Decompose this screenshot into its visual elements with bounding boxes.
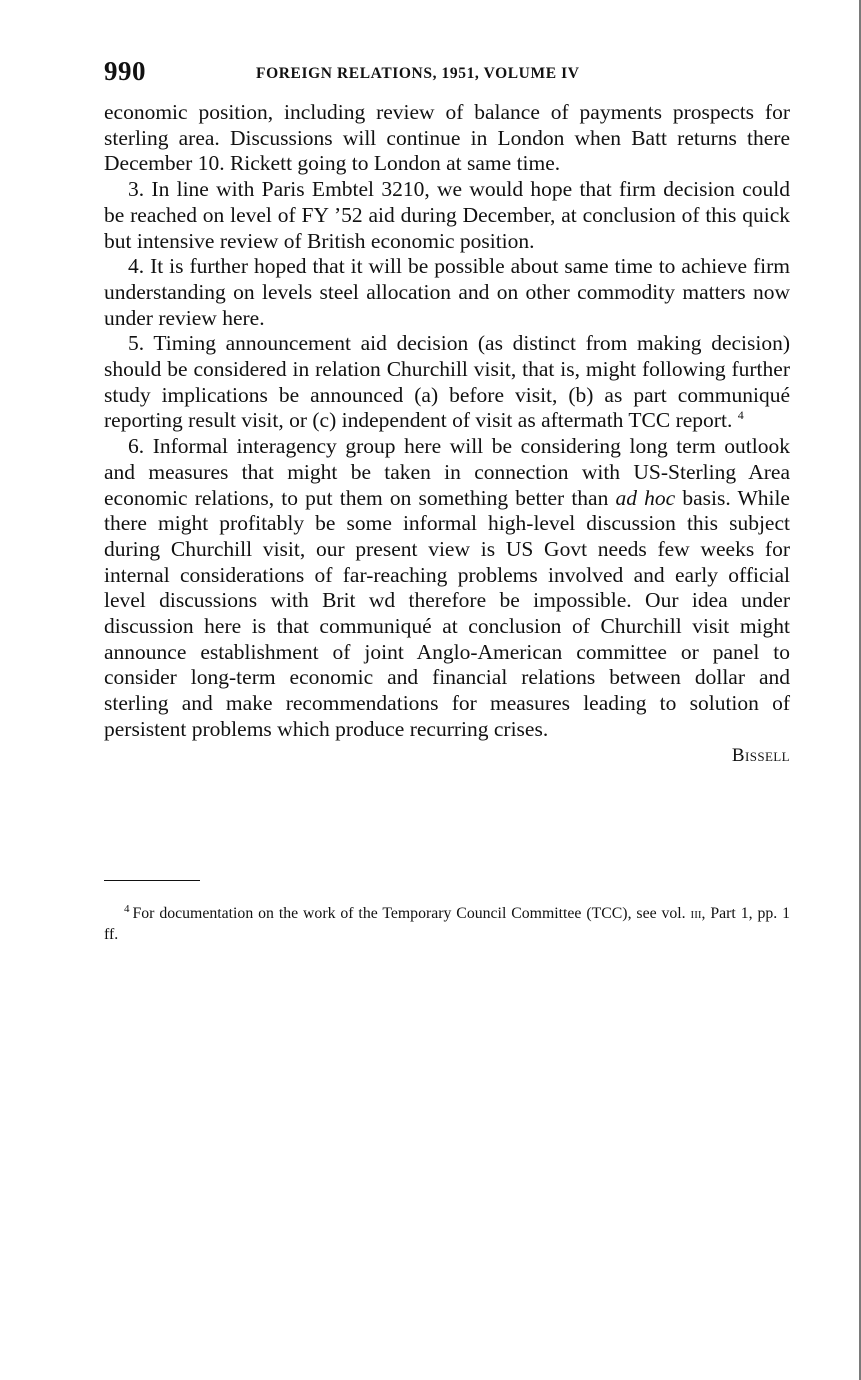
footnote-volume-numeral: iii — [690, 904, 702, 922]
paragraph-6-text-b: basis. While there might profitably be some informal high-level discussion this subject during Churchill visit, our present view is US Govt needs few weeks for internal considerations of far-reaching problems involved and early official level discussions with Brit wd therefore be impossible. Our idea under discussion here is that communiqué at conclusion of Churchill visit might announce establishment of joint Anglo-American committee or panel to consider long-term economic and financial relations between dollar and sterling and make recommendations for measures leading to solution of persistent problems which produce recurring crises. — [104, 485, 790, 741]
footnote-reference[interactable]: 4 — [737, 408, 744, 423]
paragraph-6-italic: ad hoc — [615, 485, 676, 510]
paragraph-4: 4. It is further hoped that it will be possible about same time to achieve firm understanding on levels steel allocation and on other commodity matters now under review here. — [104, 254, 790, 330]
paragraph-6-text-a: 6. Informal interagency group here will be considering long term outlook and measures that might be taken in connection with US-Sterling Area economic relations, to put them on something better than — [104, 434, 790, 510]
running-title: FOREIGN RELATIONS, 1951, VOLUME IV — [256, 65, 580, 82]
footnote-text-a: For documentation on the work of the Temporary Council Committee (TCC), see vol. — [132, 904, 691, 922]
footnote — [104, 903, 790, 945]
document-body — [104, 100, 790, 768]
page-header — [104, 56, 790, 88]
paragraph-5-text: 5. Timing announcement aid decision (as distinct from making decision) should be considered in relation Churchill visit, that is, might following further study implications be announced (a) before visit, (b) as part communiqué reporting result visit, or (c) independent of visit as aftermath TCC report. — [104, 331, 790, 433]
footnote-text-b: , Part 1, pp. 1 ff. — [104, 904, 791, 943]
footnote-divider — [104, 880, 200, 881]
footnote-mark: 4 — [124, 902, 130, 915]
paragraph-6 — [104, 434, 790, 742]
paragraph-5 — [104, 331, 790, 434]
signature: Bissell — [731, 744, 790, 766]
paragraph-continued: economic position, including review of balance of payments prospects for sterling area. Discussions will continue in London when Batt returns there December 10. Rickett going to London at same time. — [104, 100, 790, 176]
page-number: 990 — [104, 56, 146, 86]
paragraph-3: 3. In line with Paris Embtel 3210, we would hope that firm decision could be reached on level of FY ’52 aid during December, at conclusion of this quick but intensive review of British economic position. — [104, 177, 790, 253]
